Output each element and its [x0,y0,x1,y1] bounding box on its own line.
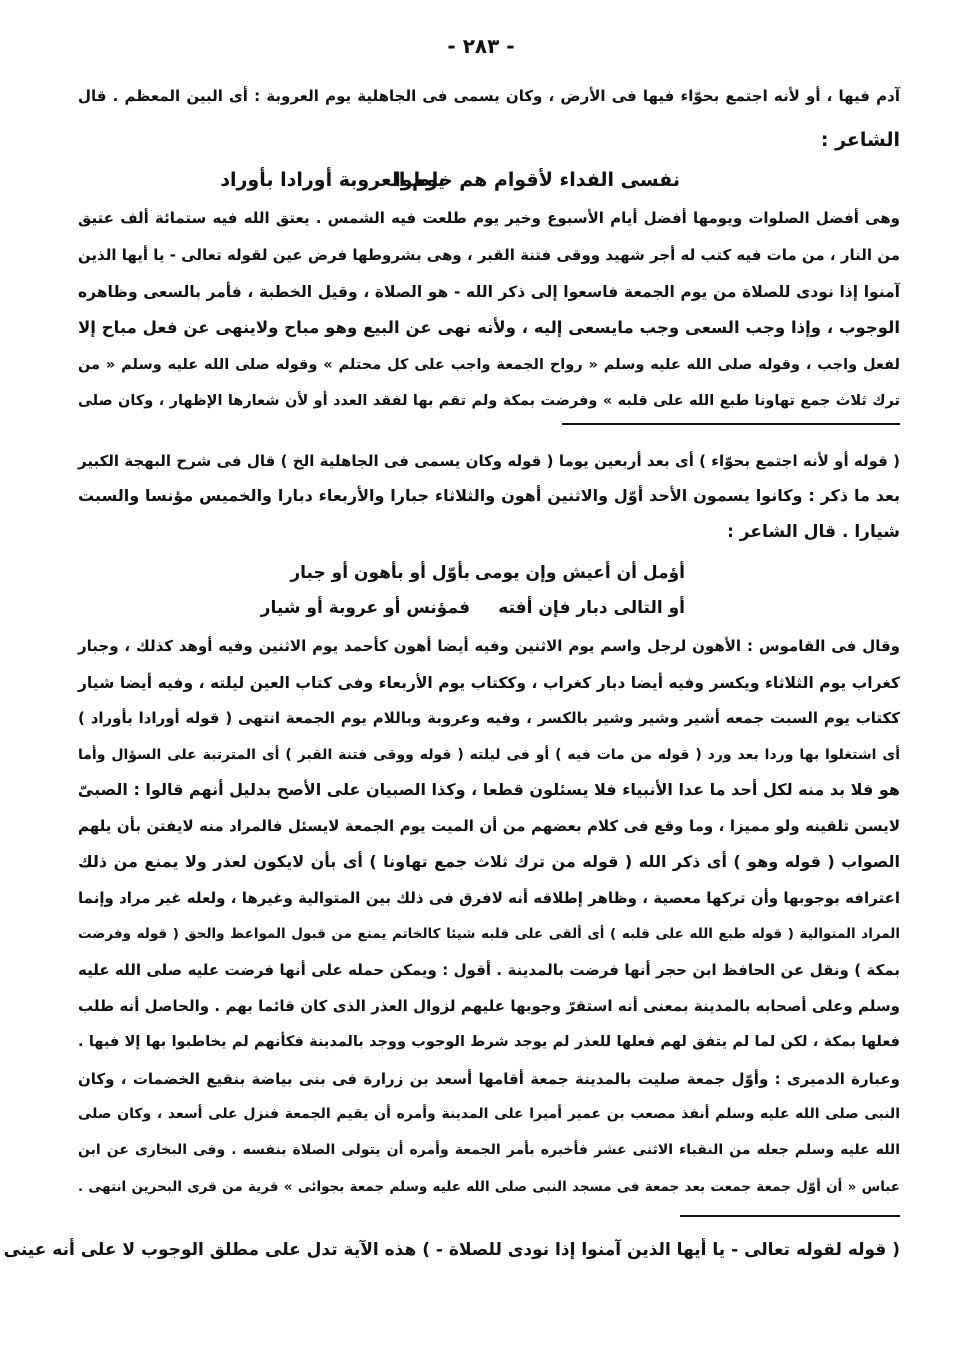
footnote-line: بعد ما ذكر : وكانوا يسمون الأحد أوّل والاثنين أهون والثلاثاء جبارا والأربعاء دبارا والخميس مؤنسا والسبت [78,486,900,505]
main-text-line: من النار ، من مات فيه كتب له أجر شهيد ووقى فتنة القبر ، وهى بشروطها فرض عين لقوله تعالى - يا أيها الذين [77,246,900,264]
footnote-line: لايسن تلقينه ولو مميزا ، وما وقع فى كلام بعضهم من أن الميت يوم الجمعة لايسئل فالمراد منه لايفتن بأن يلهم [78,817,900,835]
footnote-verse-hemistich-1: أؤمل أن أعيش وإن يومى [474,563,685,583]
footnote-line: الله عليه وسلم جعله من النقباء الاثنى عشر فأخبره بأمر الجمعة وأمره أن يتولى الصلاة بنفسه . وفى البخارى عن ابن [78,1142,900,1158]
footnote-line: أى اشتغلوا بها وردا بعد ورد ( قوله من مات فيه ) أو فى ليلته ( قوله ووقى فتنة القبر ) أى المترتبة على السؤال وأما [78,747,900,763]
footnote-line: اعترافه بوجوبها وأن تركها معصية ، وظاهر إطلاقه أنه لافرق فى ذلك بين المتوالية وغيرها ، ولعله غير مراد وإنما [78,889,900,907]
footnote-line: وسلم وعلى أصحابه بالمدينة بمعنى أنه استقرّ وجوبها عليهم لزوال العذر الذى كان قائما بهم . والحاصل أنه طلب [78,997,900,1015]
footnote-line: كغراب يوم الثلاثاء ويكسر وفيه أيضا دبار كغراب ، وككتاب يوم الأربعاء وفى كتاب العين ليلته ، وفيه أيضا شيار [78,674,900,692]
poem-verse-hemistich-2: يوم العروبة أورادا بأوراد [220,169,445,191]
main-text-line: الشاعر : [820,129,900,151]
footnote-line: عباس « أن أوّل جمعة جمعت بعد جمعة فى مسجد النبى صلى الله عليه وسلم جمعة بجوائى » قرية من قرى البحرين انتهى . [78,1179,900,1195]
footnote-separator [562,423,900,425]
footnote-line: النبى صلى الله عليه وسلم أنفذ مصعب بن عمير أميرا على المدينة وأمره أن يقيم الجمعة فنزل على أسعد ، وكان صلى [78,1106,900,1122]
main-text-line: ترك ثلاث جمع تهاونا طبع الله على قلبه » وفرضت بمكة ولم تقم بها لفقد العدد أو لأن شعارها الإظهار ، وكان صلى [78,393,900,409]
footnote-separator [680,1215,900,1217]
footnote-line: الصواب ( قوله وهو ) أى ذكر الله ( قوله من ترك ثلاث جمع تهاونا ) أى بأن لايكون لعذر ولا يمنع من ذلك [78,852,900,871]
footnote-line: ( قوله أو لأنه اجتمع بحوّاء ) أى بعد أربعين يوما ( قوله وكان يسمى فى الجاهلية الخ ) قال فى شرح البهجة الكبير [78,452,900,470]
footnote-line: وقال فى القاموس : الأهون لرجل واسم يوم الاثنين وفيه أيضا أهون كأحمد يوم الاثنين وفيه أوهد كذلك ، وجبار [78,637,900,655]
footnote-line: ( قوله لقوله تعالى - يا أيها الذين آمنوا إذا نودى للصلاة - ) هذه الآية تدل على مطلق الوجوب لا على أنه عينى [3,1240,900,1260]
footnote-line: المراد المتوالية ( قوله طبع الله على قلبه ) أى ألقى على قلبه شيئا كالخاتم يمنع من قبول المواعظ والحق ( قوله وفرضت [78,926,900,942]
page-number: - ٢٨٣ - [447,34,515,58]
footnote-verse-hemistich-1: أو التالى دبار فإن أفته [498,598,685,618]
footnote-line: شيارا . قال الشاعر : [727,522,900,542]
footnote-verse-hemistich-2: بأوّل أو بأهون أو جبار [290,563,470,583]
footnote-line: هو فلا بد منه لكل أحد ما عدا الأنبياء فلا يسئلون قطعا ، وكذا الصبيان على الأصح بدليل أنهم قالوا : الصبىّ [77,780,900,799]
footnote-line: بمكة ) ونقل عن الحافظ ابن حجر أنها فرضت بالمدينة . أقول : ويمكن حمله على أنها فرضت عليه صلى الله عليه [78,961,900,979]
main-text-line: وهى أفضل الصلوات ويومها أفضل أيام الأسبوع وخير يوم طلعت فيه الشمس . يعتق الله فيه ستمائة ألف عتيق [78,209,900,227]
main-text-line: آدم فيها ، أو لأنه اجتمع بحوّاء فيها فى الأرض ، وكان يسمى فى الجاهلية يوم العروبة : أى البين المعظم . قال [78,87,900,105]
footnote-line: وعبارة الدميرى : وأوّل جمعة صليت بالمدينة جمعة أقامها أسعد بن زرارة فى بنى بياضة بنقيع الخضمات ، وكان [78,1070,900,1088]
footnote-verse-hemistich-2: فمؤنس أو عروبة أو شيار [260,598,470,618]
main-text-line: آمنوا إذا نودى للصلاة من يوم الجمعة فاسعوا إلى ذكر الله - هو الصلاة ، وقيل الخطبة ، فأمر بالسعى وظاهره [78,283,900,301]
footnote-line: فعلها بمكة ، لكن لما لم يتفق لهم فعلها للعذر لم يوجد شرط الوجوب ووجد بالمدينة فكأنهم لم يخاطبوا بها إلا فيها . [78,1034,900,1050]
poem-verse-hemistich-1: نفسى الفداء لأقوام هم خلطوا [394,169,680,191]
main-text-line: لفعل واجب ، وقوله صلى الله عليه وسلم « رواح الجمعة واجب على كل محتلم » وقوله صلى الله عليه وسلم « من [78,357,900,373]
footnote-line: ككتاب يوم السبت جمعه أشير وشير وشير بالكسر ، وفيه وعروبة وباللام يوم الجمعة انتهى ( قوله أورادا بأوراد ) [78,709,900,727]
main-text-line: الوجوب ، وإذا وجب السعى وجب مايسعى إليه ، ولأنه نهى عن البيع وهو مباح ولاينهى عن فعل مباح إلا [78,318,900,337]
